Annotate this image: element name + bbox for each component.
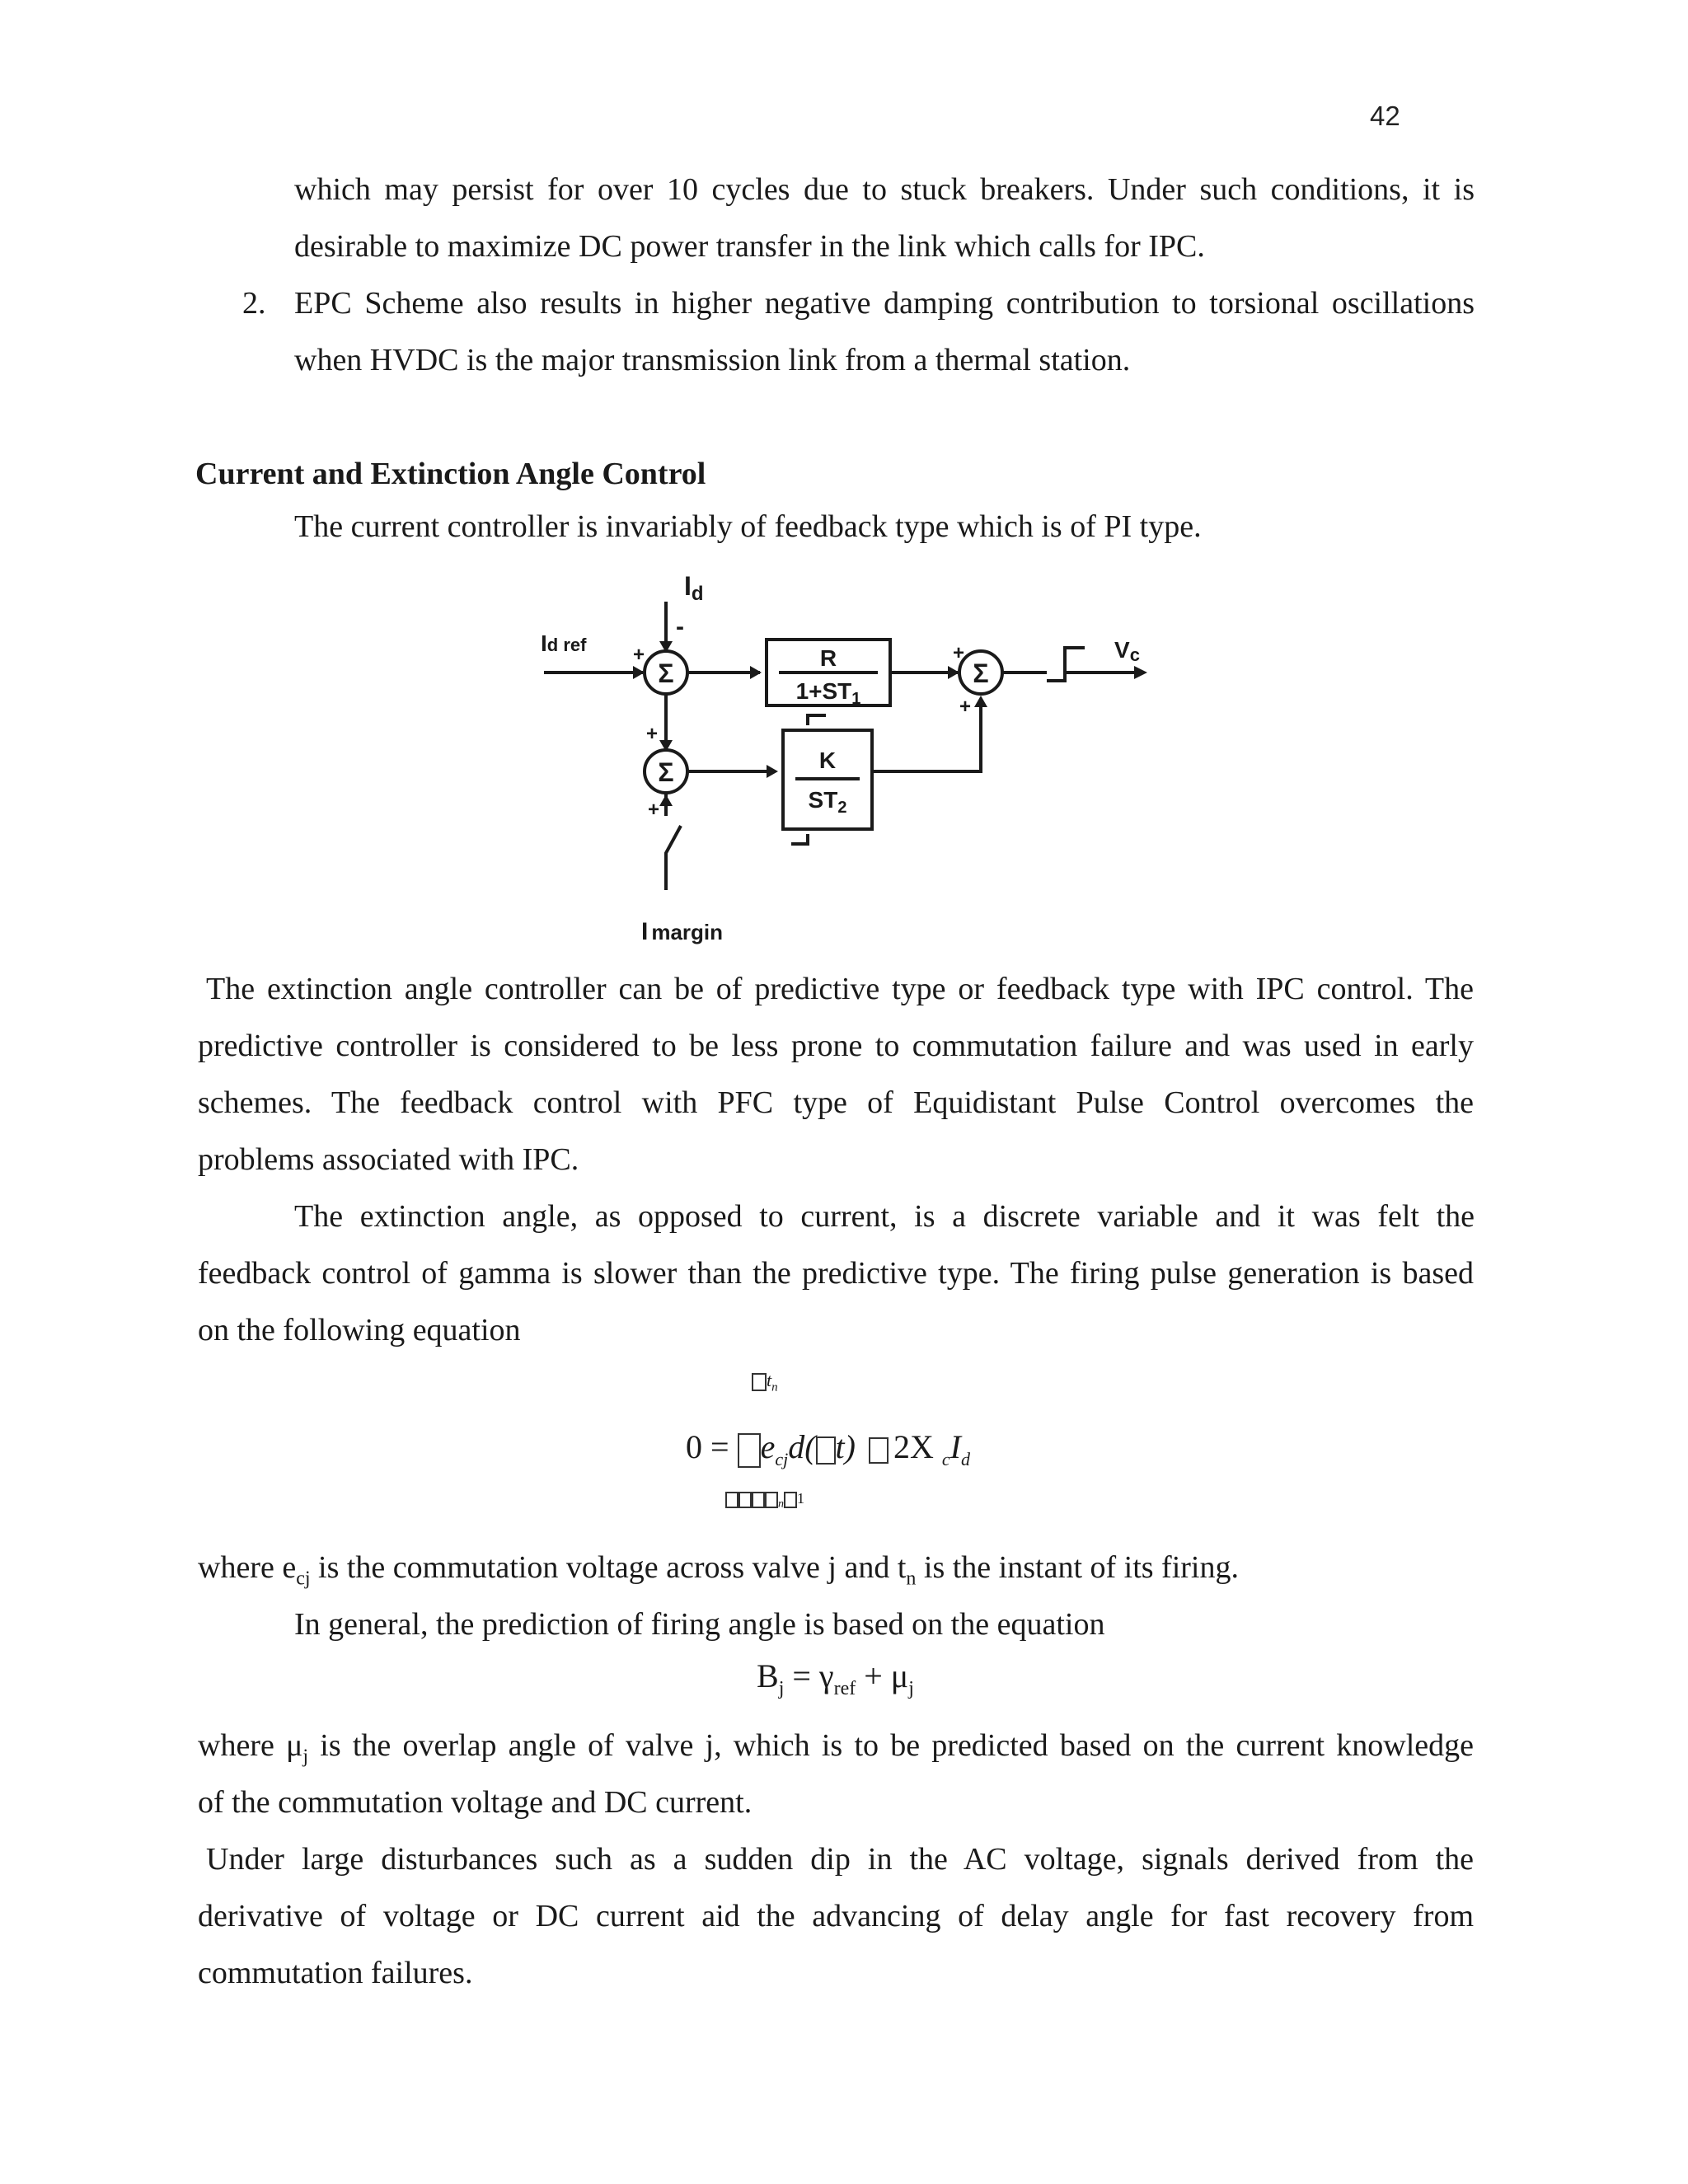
body-text-line: which may persist for over 10 cycles due to stuck breakers. Under such conditions, it is	[294, 172, 1475, 207]
vc-output-label: Vc	[1114, 637, 1140, 665]
omega-glyph-box	[816, 1436, 836, 1465]
sign-label: -	[676, 613, 684, 640]
body-text-line: The extinction angle, as opposed to current, is a discrete variable and it was felt the	[294, 1199, 1475, 1234]
body-text-line: where $e_{cj}$ is the commutation voltage across valve j and $t_n$ is the instant of its firing.	[198, 1550, 1239, 1590]
sign-label: +	[633, 644, 645, 666]
sign-label: +	[953, 642, 965, 664]
current-controller-block-diagram	[511, 569, 1220, 956]
list-number: 2.	[242, 286, 266, 321]
body-text-line: The extinction angle controller can be of predictive type or feedback type with IPC control. The	[206, 972, 1474, 1006]
body-text-line: schemes. The feedback control with PFC type of Equidistant Pulse Control overcomes the	[198, 1085, 1474, 1120]
sign-label: +	[648, 799, 660, 821]
body-text-line: feedback control of gamma is slower than the predictive type. The firing pulse generation is based	[198, 1256, 1474, 1291]
block1-denominator: $1+ST_1$	[795, 678, 861, 708]
block2-numerator: K	[818, 748, 837, 773]
integral-glyph-box	[738, 1433, 761, 1468]
imargin-switch-line	[666, 826, 681, 890]
equation-2: $B_j = \gamma_{ref} + \mu_j$	[757, 1657, 914, 1699]
section-heading: Current and Extinction Angle Control	[195, 457, 706, 491]
minus-glyph-box	[869, 1437, 889, 1464]
body-text-line: where $\mu_j$ is the overlap angle of valve j, which is to be predicted based on the current knowledge	[198, 1728, 1474, 1768]
list-item-text: EPC Scheme also results in higher negative damping contribution to torsional oscillations	[294, 286, 1475, 321]
body-text-line: desirable to maximize DC power transfer in the link which calls for IPC.	[294, 229, 1205, 264]
equation-upper-limit: $t_n$	[752, 1370, 778, 1394]
body-text-line: predictive controller is considered to be less prone to commutation failure and was used in early	[198, 1029, 1474, 1063]
imargin-label: I margin	[641, 918, 724, 945]
page-number: 42	[1370, 101, 1400, 131]
body-text-line: problems associated with IPC.	[198, 1142, 579, 1177]
body-text-line: derivative of voltage or DC current aid the advancing of delay angle for fast recovery from	[198, 1899, 1474, 1933]
sum-symbol: Σ	[658, 658, 674, 688]
body-text-line: Under large disturbances such as a sudden dip in the AC voltage, signals derived from the	[206, 1842, 1474, 1877]
sum-symbol: Σ	[973, 658, 989, 688]
body-text-line: of the commutation voltage and DC current.	[198, 1785, 753, 1820]
list-item-text: when HVDC is the major transmission link from a thermal station.	[294, 343, 1131, 377]
body-text-line: The current controller is invariably of feedback type which is of PI type.	[294, 509, 1202, 544]
id-label: Id	[684, 571, 704, 605]
limiter-symbol	[1047, 648, 1085, 681]
sum-symbol: Σ	[658, 757, 674, 787]
body-text-line: commutation failures.	[198, 1956, 473, 1990]
equation-lower-limit: $_n$ 1	[725, 1490, 804, 1511]
sign-label: +	[646, 723, 659, 745]
body-text-line: on the following equation	[198, 1313, 521, 1347]
idref-label: Id ref	[541, 630, 587, 656]
missing-glyph-box	[752, 1373, 767, 1391]
block1-numerator: R	[819, 645, 837, 671]
block-diagram-svg	[511, 569, 1220, 956]
sign-label: +	[959, 696, 972, 718]
block2-denominator: $ST_2$	[808, 787, 847, 817]
equation-1: $0 = e_{cj}d$( t) 2X $_cI_d$	[686, 1428, 970, 1469]
body-text-line: In general, the prediction of firing angle is based on the equation	[294, 1607, 1105, 1642]
